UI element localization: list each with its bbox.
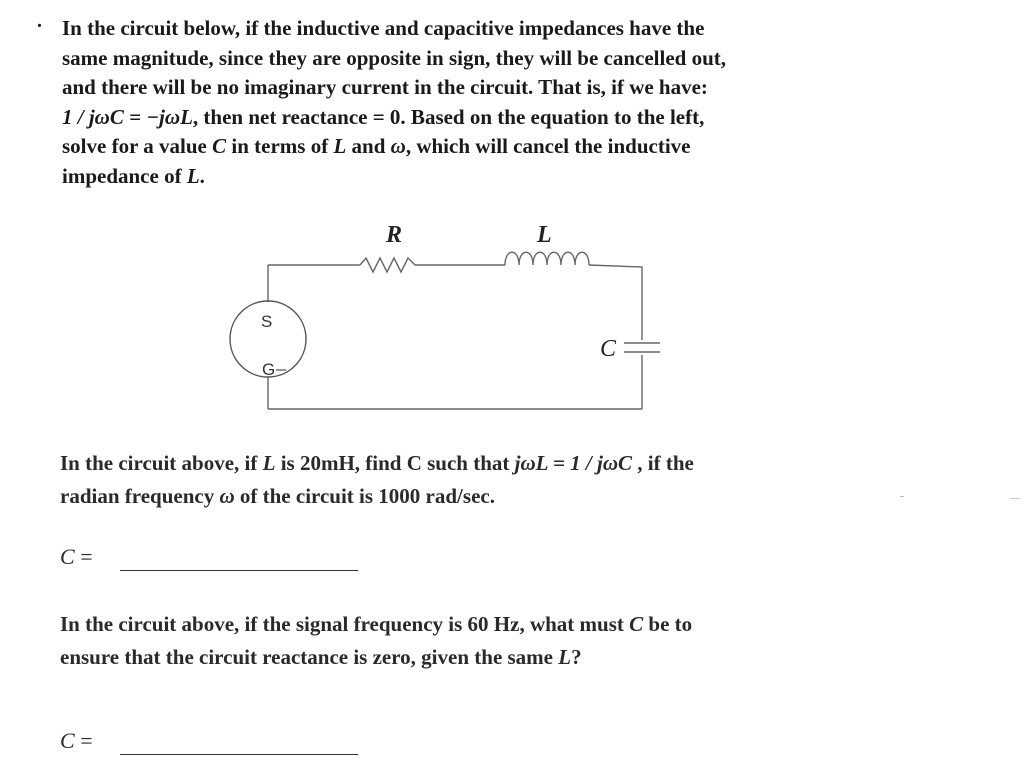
- rlc-circuit-diagram: [220, 212, 670, 427]
- answer-2-label: C =: [60, 728, 93, 753]
- capacitor-label: C: [600, 336, 617, 362]
- question-1: [60, 447, 910, 513]
- intro-paragraph: [62, 14, 912, 191]
- inductor-symbol: [505, 252, 589, 265]
- intro-line-1: In the circuit below, if the inductive and capacitive impedances have the: [62, 16, 705, 40]
- resistor-label: R: [386, 222, 403, 248]
- answer-1-blank[interactable]: [120, 570, 358, 571]
- scan-mark: [900, 496, 904, 497]
- resistor-symbol: [360, 258, 415, 272]
- answer-2-row: [60, 722, 380, 762]
- question-2: [60, 608, 910, 674]
- answer-1-row: [60, 538, 380, 578]
- source-label-g: G: [262, 360, 276, 379]
- answer-1-label: C =: [60, 544, 93, 569]
- question-1-line-1: In the circuit above, if L is 20mH, find C such that jωL = 1 / jωC , if the: [60, 451, 694, 475]
- source-label-s: S: [261, 312, 273, 331]
- intro-line-3: and there will be no imaginary current in the circuit. That is, if we have:: [62, 75, 708, 99]
- intro-line-6: impedance of L.: [62, 163, 205, 188]
- answer-2-blank[interactable]: [120, 754, 358, 755]
- question-2-line-2: ensure that the circuit reactance is zero, given the same L?: [60, 645, 582, 669]
- bullet-marker: .: [37, 10, 42, 32]
- intro-line-5: solve for a value C in terms of L and ω, which will cancel the inductive: [62, 134, 691, 158]
- question-1-line-2: radian frequency ω of the circuit is 1000 rad/sec.: [60, 484, 495, 508]
- equation-reactance: 1 / jωC = −jωL: [62, 104, 193, 129]
- intro-line-2: same magnitude, since they are opposite in sign, they will be cancelled out,: [62, 45, 727, 70]
- wire-top-right: [589, 265, 642, 340]
- question-2-line-1: In the circuit above, if the signal frequency is 60 Hz, what must C be to: [60, 612, 693, 636]
- equation-resonance: jωL = 1 / jωC: [514, 451, 633, 475]
- capacitor-symbol: [624, 343, 660, 352]
- scan-mark: [1010, 498, 1020, 499]
- intro-line-4: 1 / jωC = −jωL, then net reactance = 0. Based on the equation to the left,: [62, 104, 705, 129]
- inductor-label: L: [537, 222, 552, 248]
